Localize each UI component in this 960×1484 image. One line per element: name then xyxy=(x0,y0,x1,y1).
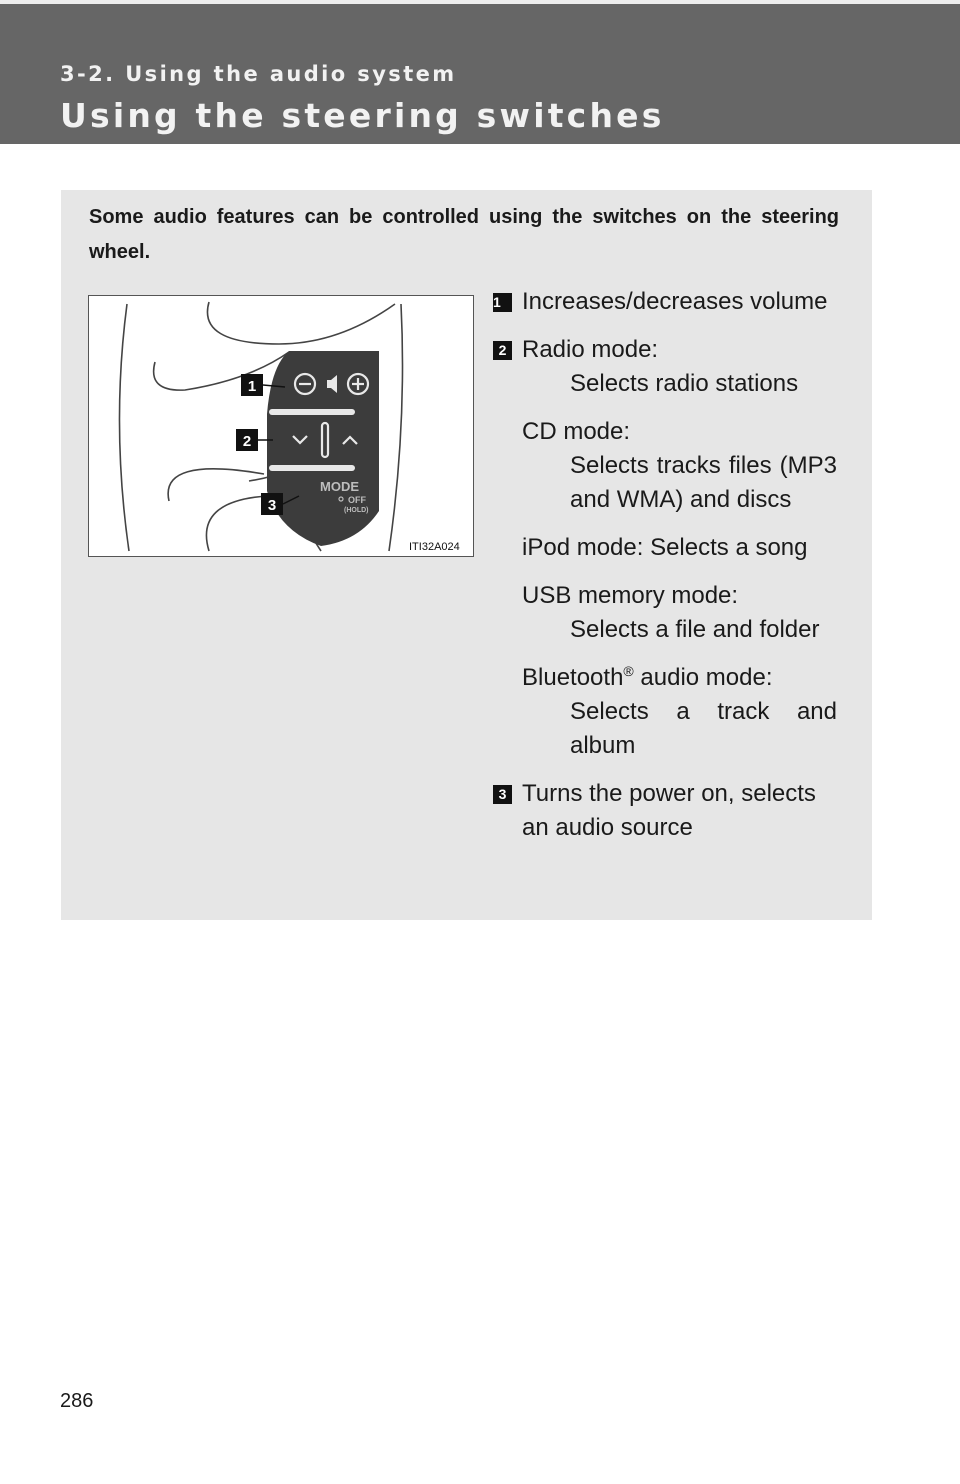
radio-mode-label: Radio mode: xyxy=(522,336,659,363)
usb-mode-desc: Selects a file and folder xyxy=(570,616,820,643)
figure-code: ITI32A024 xyxy=(409,541,460,553)
cd-mode-label: CD mode: xyxy=(522,418,631,445)
ipod-mode-label: iPod mode: Selects a song xyxy=(522,534,808,561)
list-item-track-select xyxy=(493,333,837,401)
switch-descriptions xyxy=(493,285,837,845)
ipod-mode-block xyxy=(493,531,837,565)
badge-1: 1 xyxy=(493,293,512,312)
intro-text: Some audio features can be controlled using the switches on the steering wheel. xyxy=(89,206,839,263)
badge-2: 2 xyxy=(493,341,512,360)
bluetooth-mode-block xyxy=(493,661,837,763)
chapter-header xyxy=(0,0,960,144)
list-item-volume xyxy=(493,285,837,319)
callout-1: 1 xyxy=(247,378,257,395)
volume-description: Increases/decreases volume xyxy=(522,288,828,315)
hold-label: (HOLD) xyxy=(344,507,369,514)
bluetooth-word: Bluetooth xyxy=(522,664,624,691)
content-panel xyxy=(61,190,872,920)
cd-mode-block xyxy=(493,415,837,517)
callout-2: 2 xyxy=(242,433,252,450)
radio-mode-desc: Selects radio stations xyxy=(570,370,799,397)
bluetooth-mode-rest: audio mode: xyxy=(633,664,773,691)
page-title: Using the steering switches xyxy=(60,96,665,135)
steering-switch-figure xyxy=(88,295,474,557)
badge-3: 3 xyxy=(493,785,512,804)
cd-mode-desc: Selects tracks files (MP3 and WMA) and discs xyxy=(570,452,837,513)
registered-mark: ® xyxy=(623,663,634,679)
usb-mode-block xyxy=(493,579,837,647)
steering-wheel-illustration xyxy=(89,296,473,556)
off-label: OFF xyxy=(348,495,366,505)
section-label: 3-2. Using the audio system xyxy=(60,62,457,86)
power-description: Turns the power on, selects an audio source xyxy=(522,780,816,841)
mode-label: MODE xyxy=(320,479,359,494)
list-item-power-mode xyxy=(493,777,837,845)
bluetooth-mode-desc: Selects a track and album xyxy=(570,698,837,759)
bluetooth-mode-label xyxy=(522,661,837,695)
usb-mode-label: USB memory mode: xyxy=(522,582,739,609)
callout-3: 3 xyxy=(267,497,277,514)
page-number: 286 xyxy=(60,1390,94,1412)
